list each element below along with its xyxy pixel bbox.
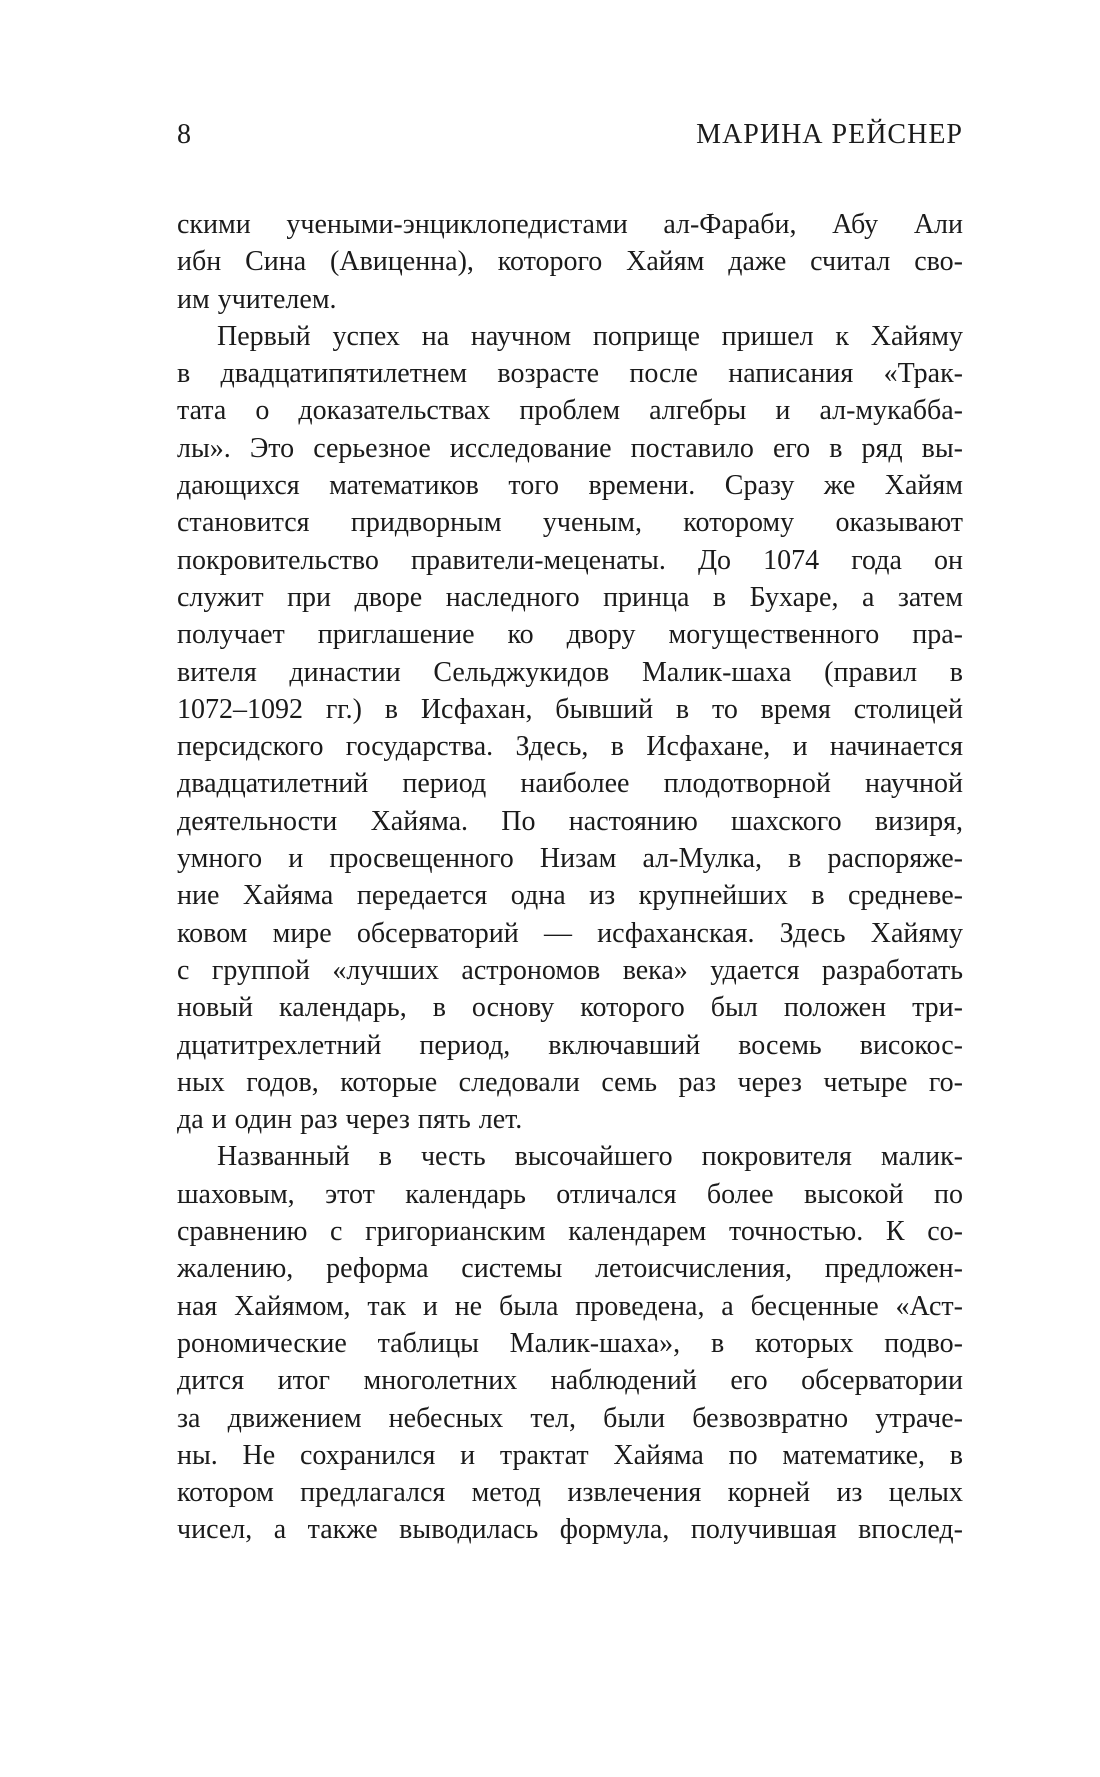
text-line: скими учеными-энциклопедистами ал-Фараби, Абу Али xyxy=(177,209,963,240)
text-line: тата о доказательствах проблем алгебры и ал-мукабба- xyxy=(177,395,963,427)
paragraph xyxy=(177,1138,963,1548)
text-line: ны. Не сохранился и трактат Хайяма по математике, в xyxy=(177,1439,963,1471)
text-line: двадцатилетний период наиболее плодотворной научной xyxy=(177,768,963,800)
text-line: за движением небесных тел, были безвозвратно утраче- xyxy=(177,1402,963,1434)
text-line: ибн Сина (Авиценна), которого Хайям даже считал сво- xyxy=(177,246,963,278)
text-line: сравнению с григорианским календарем точностью. К со- xyxy=(177,1216,963,1248)
text-line: лы». Это серьезное исследование поставило его в ряд вы- xyxy=(177,432,963,464)
text-line: ковом мире обсерваторий — исфаханская. Здесь Хайяму xyxy=(177,917,963,949)
text-line: ных годов, которые следовали семь раз через четыре го- xyxy=(177,1066,963,1098)
text-line: покровительство правители-меценаты. До 1074 года он xyxy=(177,544,963,576)
text-line: им учителем. xyxy=(177,283,337,315)
text-line: Первый успех на научном поприще пришел к Хайяму xyxy=(217,320,963,352)
paragraph xyxy=(177,206,963,318)
text-line: 1072–1092 гг.) в Исфахан, бывший в то время столицей xyxy=(177,693,963,725)
running-head: МАРИНА РЕЙСНЕР xyxy=(696,119,963,150)
text-line: с группой «лучших астрономов века» удается разработать xyxy=(177,954,963,986)
text-line: умного и просвещенного Низам ал-Мулка, в распоряже- xyxy=(177,843,963,875)
page-body xyxy=(177,206,963,1549)
text-line: вителя династии Сельджукидов Малик-шаха (правил в xyxy=(177,656,963,688)
paragraph xyxy=(177,318,963,1139)
text-line: ние Хайяма передается одна из крупнейших в средневе- xyxy=(177,880,963,912)
text-line: дцатитрехлетний период, включавший восемь високос- xyxy=(177,1029,963,1061)
text-line: да и один раз через пять лет. xyxy=(177,1104,523,1136)
text-line: персидского государства. Здесь, в Исфахане, и начинается xyxy=(177,731,963,763)
page-number: 8 xyxy=(177,119,192,150)
text-line: дится итог многолетних наблюдений его обсерватории xyxy=(177,1365,963,1397)
text-line: котором предлагался метод извлечения корней из целых xyxy=(177,1477,963,1509)
text-line: рономические таблицы Малик-шаха», в которых подво- xyxy=(177,1327,963,1359)
text-line: становится придворным ученым, которому оказывают xyxy=(177,507,963,539)
text-line: ная Хайямом, так и не была проведена, а бесценные «Аст- xyxy=(177,1290,963,1322)
page-header xyxy=(177,118,963,152)
text-line: в двадцатипятилетнем возрасте после написания «Трак- xyxy=(177,358,963,390)
text-line: дающихся математиков того времени. Сразу же Хайям xyxy=(177,470,963,502)
text-line: жалению, реформа системы летоисчисления, предложен- xyxy=(177,1253,963,1285)
text-line: Названный в честь высочайшего покровителя малик- xyxy=(217,1141,963,1173)
text-line: чисел, а также выводилась формула, получившая впослед- xyxy=(177,1514,963,1546)
text-line: новый календарь, в основу которого был положен три- xyxy=(177,992,963,1024)
text-line: шаховым, этот календарь отличался более высокой по xyxy=(177,1178,963,1210)
text-line: деятельности Хайяма. По настоянию шахского визиря, xyxy=(177,805,963,837)
text-line: служит при дворе наследного принца в Бухаре, а затем xyxy=(177,581,963,613)
text-line: получает приглашение ко двору могущественного пра- xyxy=(177,619,963,651)
